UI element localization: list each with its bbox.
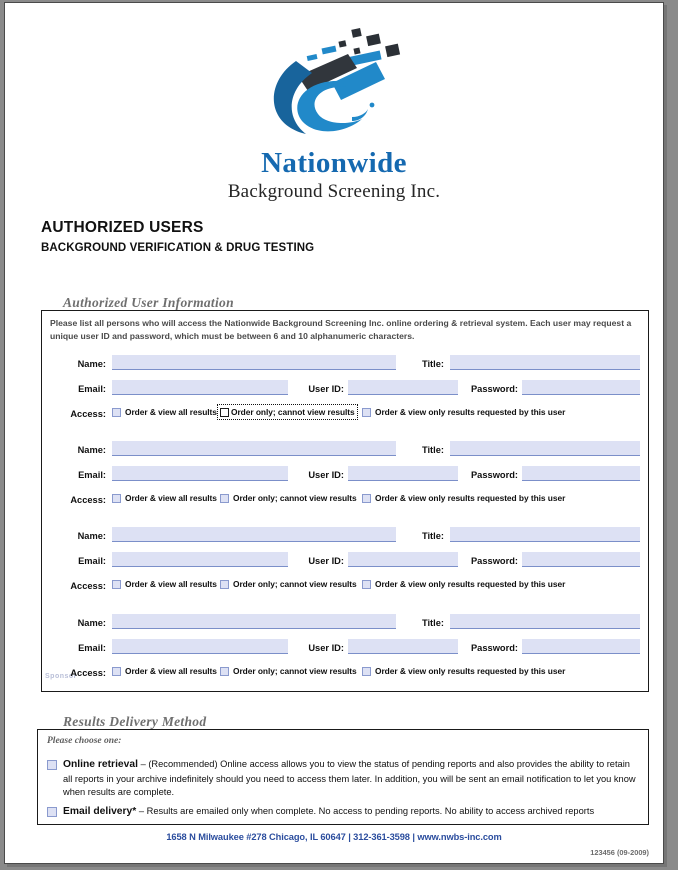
access-option-order-view-own[interactable]: Order & view only results requested by this user [362,493,565,503]
checkbox-icon[interactable] [112,494,121,503]
delivery-option-label: Email delivery* [63,806,137,817]
brand-name: Nationwide [261,147,407,179]
title-label: Title: [421,445,444,455]
name-input[interactable] [112,614,396,629]
email-label: Email: [78,643,106,653]
user-id-label: User ID: [308,470,344,480]
title-input[interactable] [450,441,640,456]
nationwide-swoosh-logo-icon [234,21,434,141]
checkbox-icon[interactable] [47,807,57,817]
access-option-order-only[interactable]: Order only; cannot view results [220,579,357,589]
checkbox-icon[interactable] [220,580,229,589]
access-option-order-view-own[interactable]: Order & view only results requested by this user [362,666,565,676]
access-label: Access: [70,409,106,419]
delivery-option-online-retrieval[interactable] [47,758,640,800]
access-option-order-only[interactable]: Order only; cannot view results [219,406,356,418]
user-id-input[interactable] [348,639,458,654]
access-option-order-view-own[interactable]: Order & view only results requested by this user [362,579,565,589]
password-input[interactable] [522,552,640,567]
document-page [4,2,664,864]
name-input[interactable] [112,527,396,542]
title-input[interactable] [450,527,640,542]
user-id-label: User ID: [308,556,344,566]
password-input[interactable] [522,380,640,395]
title-input[interactable] [450,614,640,629]
checkbox-icon[interactable] [112,580,121,589]
checkbox-icon[interactable] [47,760,57,770]
access-label: Access: [70,495,106,505]
checkbox-icon[interactable] [220,494,229,503]
access-option-order-view-own[interactable]: Order & view only results requested by this user [362,407,565,417]
password-label: Password: [470,470,518,480]
email-label: Email: [78,384,106,394]
delivery-option-text [63,758,640,800]
page-subtitle: BACKGROUND VERIFICATION & DRUG TESTING [41,242,315,254]
brand-logo-block [5,21,663,201]
access-option-order-view-all[interactable]: Order & view all results [112,666,217,676]
checkbox-icon[interactable] [220,667,229,676]
sponsor-watermark: Sponsor [45,673,77,680]
checkbox-icon[interactable] [112,408,121,417]
choose-one-label: Please choose one: [47,736,122,746]
user-id-label: User ID: [308,643,344,653]
delivery-option-email-delivery[interactable] [47,805,640,820]
access-option-order-view-all[interactable]: Order & view all results [112,407,217,417]
name-label: Name: [77,531,106,541]
email-input[interactable] [112,552,288,567]
user-id-input[interactable] [348,380,458,395]
section-heading-results-delivery-method: Results Delivery Method [63,714,207,729]
email-label: Email: [78,470,106,480]
delivery-option-description: – Results are emailed only when complete. No access to pending reports. No ability to access archived reports [136,806,595,816]
password-input[interactable] [522,466,640,481]
section-heading-authorized-user-information: Authorized User Information [63,295,234,310]
results-delivery-method-panel [37,729,649,825]
checkbox-icon[interactable] [362,580,371,589]
user-id-label: User ID: [308,384,344,394]
checkbox-icon[interactable] [362,408,371,417]
brand-tagline: Background Screening Inc. [227,181,441,202]
delivery-option-text [63,805,594,820]
footer-form-code: 123456 (09-2009) [590,848,649,857]
email-input[interactable] [112,639,288,654]
email-label: Email: [78,556,106,566]
email-input[interactable] [112,466,288,481]
delivery-option-description: – (Recommended) Online access allows you to view the status of pending reports and also provides the ability to retain all reports in your archive indefinitely should you need to access them later. In addition, you will be sent an email notification to let you know when results are complete. [63,759,636,798]
authorized-user-intro-text: Please list all persons who will access the Nationwide Background Screening Inc. online ordering & retrieval system. Each user may request a unique user ID and password, which must be between 6 and 10 alphanumeric characters. [50,318,632,342]
title-label: Title: [421,618,444,628]
footer-address: 1658 N Milwaukee #278 Chicago, IL 60647 | 312-361-3598 | www.nwbs-inc.com [166,832,502,842]
name-label: Name: [77,359,106,369]
access-option-order-only[interactable]: Order only; cannot view results [220,666,357,676]
access-label: Access: [70,581,106,591]
user-id-input[interactable] [348,466,458,481]
access-option-order-view-all[interactable]: Order & view all results [112,493,217,503]
authorized-user-information-panel [41,310,649,692]
name-label: Name: [77,618,106,628]
checkbox-icon[interactable] [112,667,121,676]
page-title: AUTHORIZED USERS [41,219,204,236]
access-label: Access: [70,668,106,678]
checkbox-icon[interactable] [362,494,371,503]
name-label: Name: [77,445,106,455]
email-input[interactable] [112,380,288,395]
password-label: Password: [470,384,518,394]
password-input[interactable] [522,639,640,654]
access-option-order-view-all[interactable]: Order & view all results [112,579,217,589]
access-option-order-only[interactable]: Order only; cannot view results [220,493,357,503]
title-label: Title: [421,531,444,541]
title-label: Title: [421,359,444,369]
checkbox-icon[interactable] [220,408,229,417]
checkbox-icon[interactable] [362,667,371,676]
name-input[interactable] [112,355,396,370]
name-input[interactable] [112,441,396,456]
delivery-option-label: Online retrieval [63,759,138,770]
title-input[interactable] [450,355,640,370]
password-label: Password: [470,556,518,566]
user-id-input[interactable] [348,552,458,567]
password-label: Password: [470,643,518,653]
